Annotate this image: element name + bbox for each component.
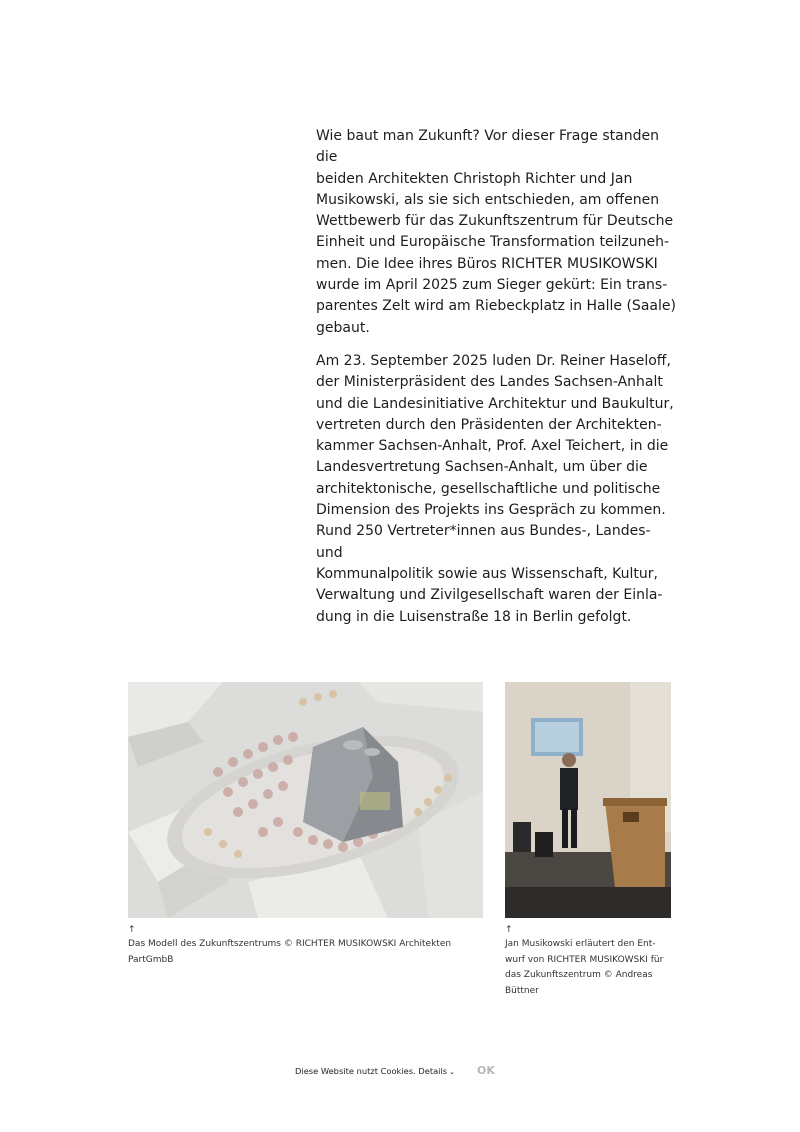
architecture-model-image (128, 682, 483, 918)
figure-caption: Jan Musikowski erläutert den Ent- wurf von RICHTER MUSIKOWSKI für das Zukunftszentrum © Andreas Büttner (505, 939, 664, 996)
speaker-photo (505, 682, 671, 918)
cookie-ok-button[interactable]: OK (477, 1064, 495, 1077)
cookie-banner (0, 1063, 800, 1079)
article-body (316, 126, 676, 640)
figure-model (128, 682, 483, 968)
article-paragraph-1: Wie baut man Zukunft? Vor dieser Frage standen die beiden Architekten Christoph Richter und Jan Musikowski, als sie sich entschieden, am offenen Wettbewerb für das Zukunftszentrum für Deutsche Einheit und Europäische Transformation teilzuneh- men. Die Idee ihres Büros RICHTER MUSIKOWSKI wurde im April 2025 zum Sieger gekürt: Ein trans- parentes Zelt wird am Riebeckplatz in Halle (Saale) gebaut. (316, 128, 676, 336)
arrow-up-icon: ↑ (505, 925, 513, 935)
figure-caption: Das Modell des Zukunftszentrums © RICHTER MUSIKOWSKI Architekten PartGmbB (128, 939, 452, 965)
arrow-up-icon: ↑ (128, 925, 136, 935)
cookie-text[interactable]: Diese Website nutzt Cookies. Details (295, 1066, 448, 1076)
figure-photo (505, 682, 671, 999)
article-paragraph-2: Am 23. September 2025 luden Dr. Reiner Haseloff, der Ministerpräsident des Landes Sachsen-Anhalt und die Landesinitiative Architektur und Baukultur, vertreten durch den Präsidenten der Architekten- kammer Sachsen-Anhalt, Prof. Axel Teichert, in die Landesvertretung Sachsen-Anhalt, um über die architektonische, gesellschaftliche und politische Dimension des Projekts ins Gespräch zu kommen. Rund 250 Vertreter*innen aus Bundes-, Landes- und Kommunalpolitik sowie aus Wissenschaft, Kultur, Verwaltung und Zivilgesellschaft waren der Einla- dung in die Luisenstraße 18 in Berlin gefolgt. (316, 352, 674, 625)
chevron-down-icon[interactable]: ⌄ (449, 1068, 455, 1076)
cookie-notice[interactable] (295, 1064, 455, 1079)
